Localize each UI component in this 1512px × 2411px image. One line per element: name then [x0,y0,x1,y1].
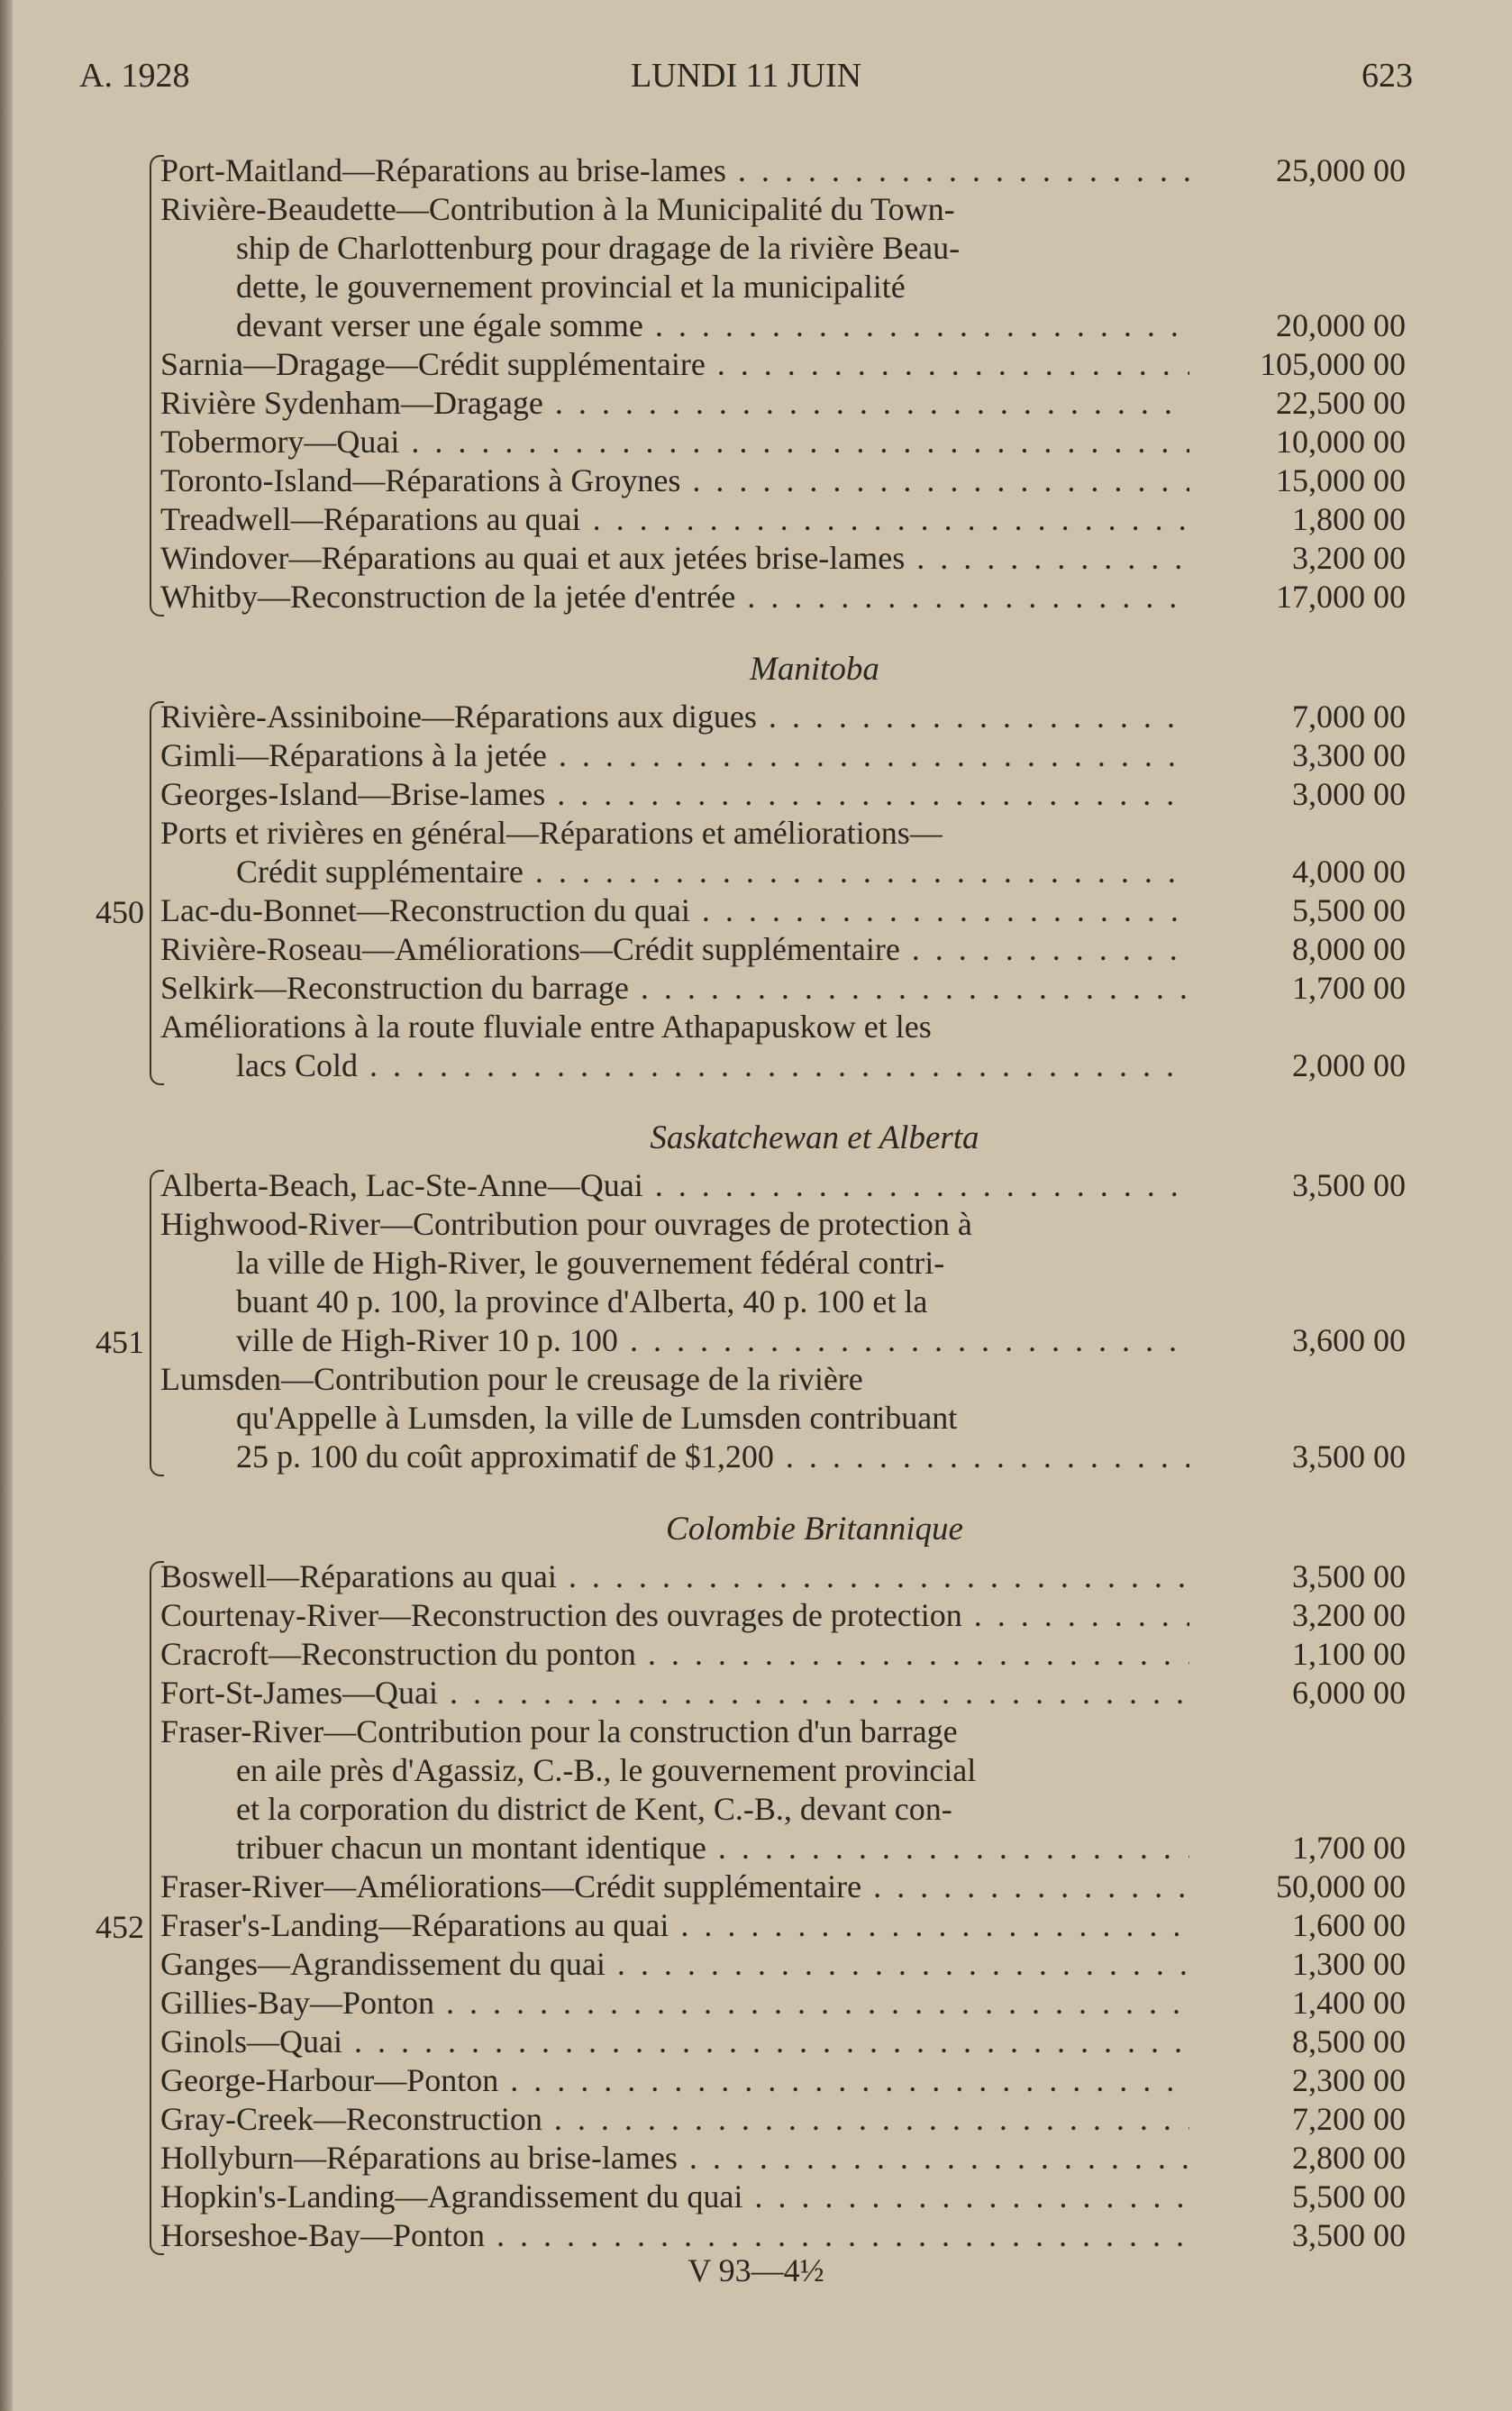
item-line [0,306,1512,345]
item-text: Treadwell—Réparations au quai . . . [160,500,1189,539]
item-line [0,2139,1512,2178]
item-text: Courtenay-River—Reconstruction des ouvrages de protection . . . [160,1596,1189,1635]
item-text: devant verser une égale somme . . . [236,306,1189,345]
estimate-item [0,1635,1512,1674]
item-line [0,930,1512,969]
item-line [0,2023,1512,2061]
item-line [0,151,1512,190]
item-line [0,190,1512,229]
item-amount: 105,000 00 [1260,346,1406,382]
section [0,151,1512,616]
item-text: la ville de High-River, le gouvernement fédéral contri- [236,1245,945,1281]
item-amount: 1,100 00 [1292,1636,1406,1672]
item-amount: 22,500 00 [1276,385,1406,421]
item-amount: 3,600 00 [1292,1322,1406,1358]
page-number: 623 [1362,57,1413,95]
vote-brace [150,701,164,1085]
item-line [0,2100,1512,2139]
item-text: Crédit supplémentaire . . . [236,853,1189,891]
vote-brace [150,1561,164,2255]
estimate-item [0,2139,1512,2178]
item-text: ship de Charlottenburg pour dragage de la rivière Beau- [236,230,961,266]
page-header [79,56,1413,101]
item-text: Ginols—Quai . . . [160,2023,1189,2061]
item-line [0,384,1512,423]
estimates-body [0,151,1512,2255]
item-text: Gillies-Bay—Ponton . . . [160,1984,1189,2023]
item-amount: 17,000 00 [1276,579,1406,615]
estimate-item [0,1360,1512,1476]
signature-mark: V 93—4½ [688,2252,824,2288]
item-text: 25 p. 100 du coût approximatif de $1,200 . . . [236,1438,1189,1476]
estimate-item [0,814,1512,891]
item-line [0,1244,1512,1283]
item-text: Horseshoe-Bay—Ponton . . . [160,2216,1189,2255]
item-line [0,2216,1512,2255]
item-line [0,539,1512,578]
estimate-item [0,1984,1512,2023]
estimate-item [0,775,1512,814]
item-text: tribuer chacun un montant identique . . . [236,1829,1189,1868]
item-line [0,1008,1512,1046]
item-amount: 3,500 00 [1292,2217,1406,2253]
item-line [0,853,1512,891]
page-date: LUNDI 11 JUIN [630,57,862,95]
item-amount: 3,500 00 [1292,1167,1406,1203]
estimate-item [0,345,1512,384]
item-amount: 20,000 00 [1276,307,1406,343]
item-amount: 3,300 00 [1292,737,1406,773]
item-text: Port-Maitland—Réparations au brise-lames . . . [160,151,1189,190]
item-text: Lumsden—Contribution pour le creusage de la rivière [160,1361,863,1397]
item-amount: 6,000 00 [1292,1675,1406,1711]
vote-brace [150,1170,164,1476]
item-text: Hopkin's-Landing—Agrandissement du quai . . . [160,2178,1189,2216]
item-line [0,1205,1512,1244]
item-line [0,461,1512,500]
item-line [0,1751,1512,1790]
item-line [0,1790,1512,1829]
item-amount: 3,500 00 [1292,1438,1406,1475]
item-line [0,1712,1512,1751]
item-text: Fort-St-James—Quai . . . [160,1674,1189,1712]
item-amount: 5,500 00 [1292,2178,1406,2215]
estimate-item [0,736,1512,775]
item-amount: 3,200 00 [1292,540,1406,576]
item-line [0,1360,1512,1399]
estimate-item [0,2216,1512,2255]
vote-group [0,151,1512,616]
estimate-item [0,1557,1512,1596]
item-amount: 3,500 00 [1292,1558,1406,1594]
estimate-item [0,2061,1512,2100]
estimate-item [0,578,1512,616]
section [0,1116,1512,1476]
estimate-item [0,1712,1512,1868]
section-title: Manitoba [750,651,879,688]
estimate-item [0,1205,1512,1360]
estimate-item [0,2178,1512,2216]
item-line [0,1438,1512,1476]
item-amount: 1,800 00 [1292,501,1406,537]
item-text: Boswell—Réparations au quai . . . [160,1557,1189,1596]
item-text: Sarnia—Dragage—Crédit supplémentaire . . . [160,345,1189,384]
item-text: Fraser-River—Contribution pour la construction d'un barrage [160,1713,958,1749]
item-amount: 2,800 00 [1292,2140,1406,2176]
item-amount: 1,400 00 [1292,1985,1406,2021]
item-text: Hollyburn—Réparations au brise-lames . . . [160,2139,1189,2178]
item-line [0,1557,1512,1596]
item-text: George-Harbour—Ponton . . . [160,2061,1189,2100]
item-line [0,423,1512,461]
item-line [0,1635,1512,1674]
item-line [0,1945,1512,1984]
item-text: Tobermory—Quai . . . [160,423,1189,461]
item-text: en aile près d'Agassiz, C.-B., le gouvernement provincial [236,1752,977,1788]
estimate-item [0,969,1512,1008]
item-text: Whitby—Reconstruction de la jetée d'entrée . . . [160,578,1189,616]
item-line [0,1596,1512,1635]
estimate-item [0,698,1512,736]
item-line [0,775,1512,814]
item-amount: 1,700 00 [1292,1830,1406,1866]
item-text: Alberta-Beach, Lac-Ste-Anne—Quai . . . [160,1166,1189,1205]
estimate-item [0,1008,1512,1085]
section-title: Colombie Britannique [666,1511,963,1548]
item-text: Améliorations à la route fluviale entre Athapapuskow et les [160,1009,932,1045]
item-amount: 7,000 00 [1292,699,1406,735]
item-line [0,1166,1512,1205]
estimate-item [0,151,1512,190]
estimate-item [0,930,1512,969]
estimate-item [0,500,1512,539]
estimate-item [0,461,1512,500]
estimate-item [0,1166,1512,1205]
estimate-item [0,1596,1512,1635]
estimate-item [0,2100,1512,2139]
item-line [0,1674,1512,1712]
estimate-item [0,190,1512,345]
section-title: Saskatchewan et Alberta [650,1119,979,1156]
item-amount: 8,000 00 [1292,931,1406,967]
item-line [0,2178,1512,2216]
session-year: A. 1928 [79,57,190,95]
estimate-item [0,1906,1512,1945]
vote-group [0,1557,1512,2255]
item-text: Rivière-Beaudette—Contribution à la Municipalité du Town- [160,191,955,227]
vote-group [0,1166,1512,1476]
item-line [0,1906,1512,1945]
item-text: Lac-du-Bonnet—Reconstruction du quai . . . [160,891,1189,930]
item-text: Gray-Creek—Reconstruction . . . [160,2100,1189,2139]
item-line [0,229,1512,268]
item-text: Ports et rivières en général—Réparations et améliorations— [160,815,943,851]
item-text: Ganges—Agrandissement du quai . . . [160,1945,1189,1984]
item-line [0,1321,1512,1360]
estimate-item [0,539,1512,578]
item-amount: 1,700 00 [1292,970,1406,1006]
item-amount: 3,000 00 [1292,776,1406,812]
item-line [0,1283,1512,1321]
item-amount: 15,000 00 [1276,462,1406,498]
estimate-item [0,384,1512,423]
estimate-item [0,1868,1512,1906]
item-text: Gimli—Réparations à la jetée . . . [160,736,1189,775]
estimate-item [0,891,1512,930]
item-line [0,345,1512,384]
item-line [0,1868,1512,1906]
section [0,647,1512,1085]
item-line [0,578,1512,616]
item-text: Highwood-River—Contribution pour ouvrages de protection à [160,1206,972,1242]
item-text: Cracroft—Reconstruction du ponton . . . [160,1635,1189,1674]
vote-number: 450 [96,894,144,930]
item-text: buant 40 p. 100, la province d'Alberta, 40 p. 100 et la [236,1283,928,1320]
item-text: Selkirk—Reconstruction du barrage . . . [160,969,1189,1008]
estimate-item [0,1674,1512,1712]
vote-brace [150,155,164,616]
item-text: Georges-Island—Brise-lames . . . [160,775,1189,814]
item-line [0,969,1512,1008]
item-text: Rivière Sydenham—Dragage . . . [160,384,1189,423]
item-text: Rivière-Assiniboine—Réparations aux digues . . . [160,698,1189,736]
item-line [0,1984,1512,2023]
item-text: Rivière-Roseau—Améliorations—Crédit supplémentaire . . . [160,930,1189,969]
item-text: Toronto-Island—Réparations à Groynes . . . [160,461,1189,500]
item-line [0,814,1512,853]
item-amount: 5,500 00 [1292,892,1406,928]
item-text: Fraser-River—Améliorations—Crédit supplémentaire . . . [160,1868,1189,1906]
vote-group [0,698,1512,1085]
vote-number: 452 [96,1909,144,1945]
item-line [0,500,1512,539]
item-text: ville de High-River 10 p. 100 . . . [236,1321,1189,1360]
item-amount: 10,000 00 [1276,424,1406,460]
item-line [0,698,1512,736]
item-line [0,736,1512,775]
item-line [0,891,1512,930]
item-amount: 2,000 00 [1292,1047,1406,1083]
item-line [0,1399,1512,1438]
item-line [0,1829,1512,1868]
item-text: lacs Cold . . . [236,1046,1189,1085]
item-amount: 2,300 00 [1292,2062,1406,2098]
item-amount: 7,200 00 [1292,2101,1406,2137]
section [0,1507,1512,2255]
item-amount: 1,300 00 [1292,1946,1406,1982]
item-amount: 50,000 00 [1276,1868,1406,1904]
item-text: dette, le gouvernement provincial et la municipalité [236,269,906,305]
item-amount: 4,000 00 [1292,854,1406,890]
item-line [0,1046,1512,1085]
item-line [0,268,1512,306]
item-text: et la corporation du district de Kent, C.-B., devant con- [236,1791,952,1827]
item-text: Windover—Réparations au quai et aux jetées brise-lames . . . [160,539,1189,578]
item-amount: 1,600 00 [1292,1907,1406,1943]
item-text: Fraser's-Landing—Réparations au quai . . . [160,1906,1189,1945]
item-amount: 25,000 00 [1276,152,1406,188]
vote-number: 451 [96,1324,144,1360]
estimate-item [0,2023,1512,2061]
item-text: qu'Appelle à Lumsden, la ville de Lumsden contribuant [236,1400,958,1436]
estimate-item [0,423,1512,461]
item-amount: 8,500 00 [1292,2023,1406,2059]
estimate-item [0,1945,1512,1984]
item-amount: 3,200 00 [1292,1597,1406,1633]
item-line [0,2061,1512,2100]
